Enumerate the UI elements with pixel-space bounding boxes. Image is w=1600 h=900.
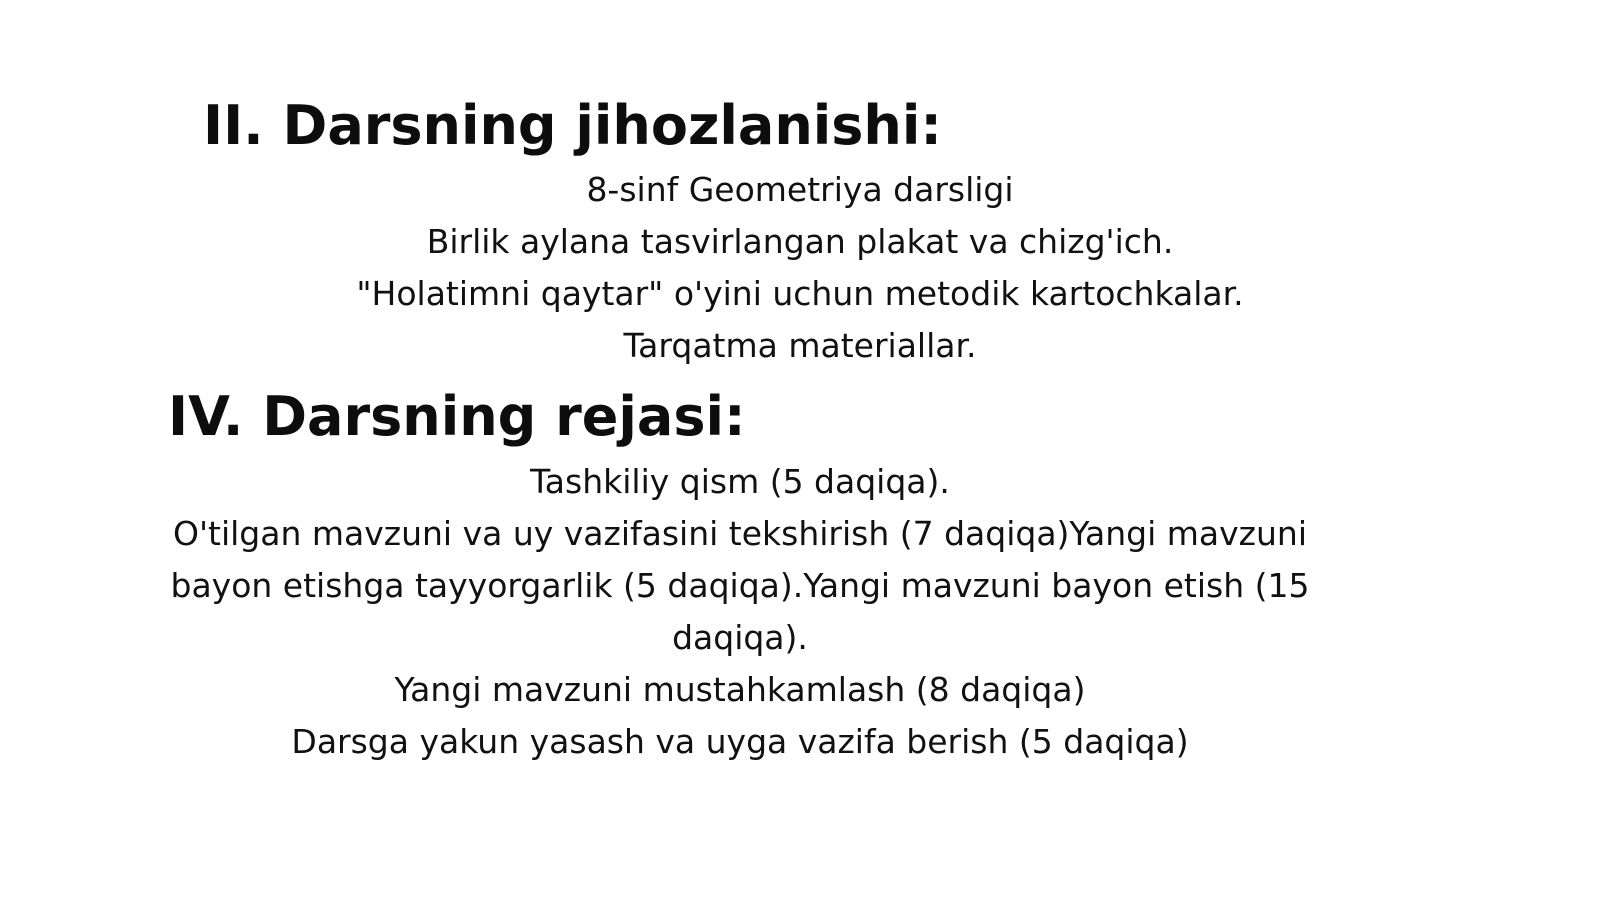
equipment-item: "Holatimni qaytar" o'yini uchun metodik kartochkalar. xyxy=(356,274,1244,313)
plan-list xyxy=(130,456,1350,768)
plan-item: Darsga yakun yasash va uyga vazifa berish (5 daqiqa) xyxy=(291,722,1189,761)
plan-item: Tashkiliy qism (5 daqiqa). xyxy=(530,462,950,501)
plan-item: bayon etishga tayyorgarlik (5 daqiqa).Yangi mavzuni bayon etish (15 xyxy=(170,566,1310,605)
equipment-item: Tarqatma materiallar. xyxy=(623,326,977,365)
equipment-item: 8-sinf Geometriya darsligi xyxy=(586,170,1014,209)
equipment-section-heading: II. Darsning jihozlanishi: xyxy=(203,94,942,157)
equipment-item: Birlik aylana tasvirlangan plakat va chizg'ich. xyxy=(426,222,1174,261)
plan-item: daqiqa). xyxy=(672,618,808,657)
plan-item: O'tilgan mavzuni va uy vazifasini tekshirish (7 daqiqa)Yangi mavzuni xyxy=(172,514,1308,553)
plan-section-heading: IV. Darsning rejasi: xyxy=(168,385,746,448)
equipment-list xyxy=(300,164,1300,372)
plan-item: Yangi mavzuni mustahkamlash (8 daqiqa) xyxy=(394,670,1086,709)
